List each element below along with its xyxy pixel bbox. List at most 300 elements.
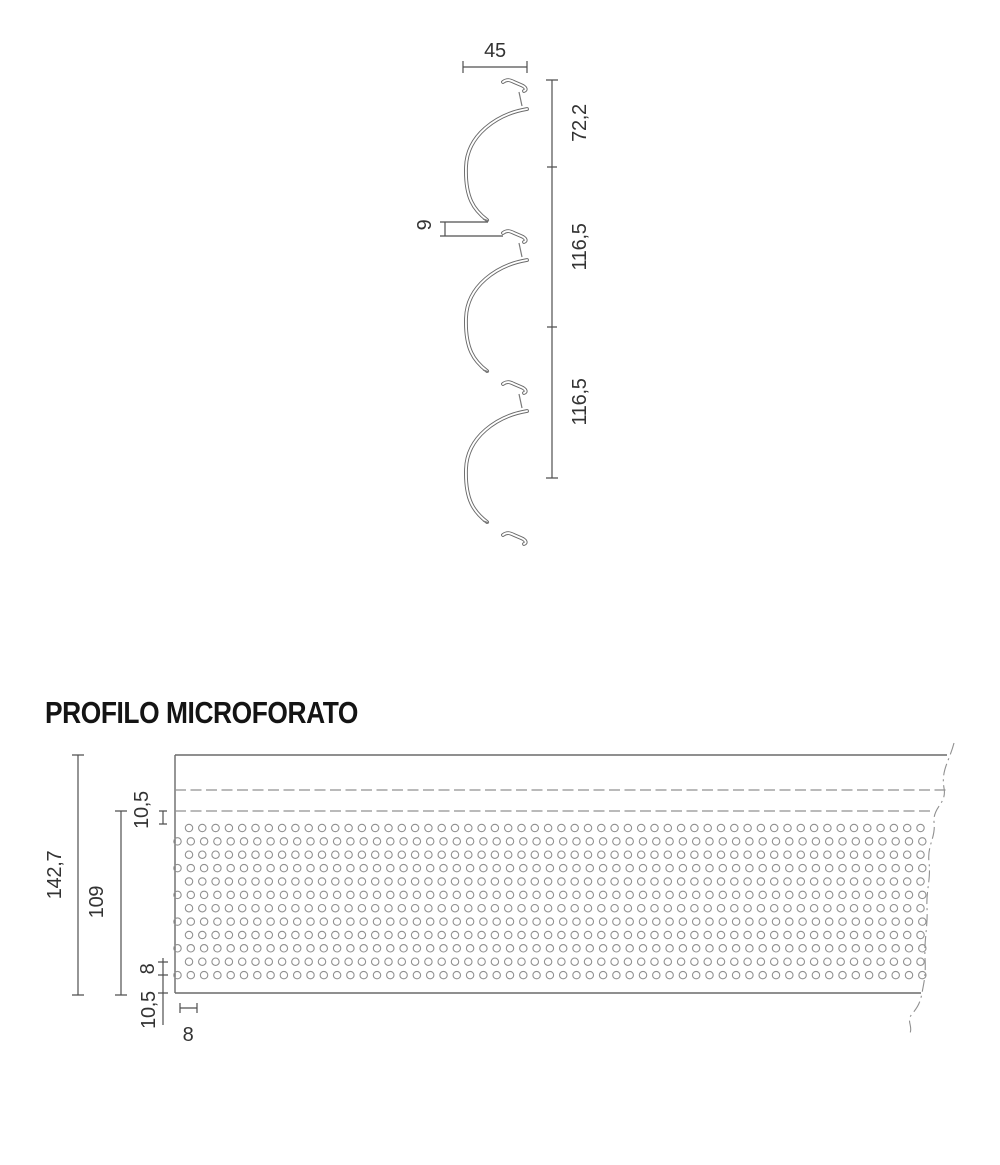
- perforation-hole: [892, 971, 899, 978]
- perforation-hole: [427, 945, 434, 952]
- perforation-hole: [651, 824, 658, 831]
- perforation-hole: [746, 864, 753, 871]
- perforation-hole: [318, 851, 325, 858]
- perforation-hole: [719, 971, 726, 978]
- perforation-hole: [292, 931, 299, 938]
- perforation-hole: [227, 971, 234, 978]
- perforation-hole: [732, 864, 739, 871]
- perforation-hole: [717, 905, 724, 912]
- perforation-hole: [265, 824, 272, 831]
- perforation-hole: [864, 931, 871, 938]
- perforation-hole: [453, 838, 460, 845]
- perforation-hole: [558, 958, 565, 965]
- dimension-label-9: 9: [414, 219, 436, 231]
- perforation-hole: [398, 851, 405, 858]
- perforation-hole: [584, 878, 591, 885]
- dimension-label-bottom-10-5: 10,5: [138, 991, 160, 1029]
- perforation-hole: [890, 905, 897, 912]
- perforation-hole: [664, 931, 671, 938]
- perforation-hole: [666, 945, 673, 952]
- perforation-hole: [799, 918, 806, 925]
- perforation-hole: [546, 971, 553, 978]
- perforation-hole: [759, 838, 766, 845]
- perforation-hole: [427, 838, 434, 845]
- perforation-hole: [546, 891, 553, 898]
- perforation-hole: [332, 878, 339, 885]
- perforation-hole: [744, 931, 751, 938]
- perforation-hole: [877, 824, 884, 831]
- perforation-hole: [280, 945, 287, 952]
- perforation-hole: [812, 864, 819, 871]
- perforation-hole: [278, 905, 285, 912]
- perforation-hole: [746, 891, 753, 898]
- perforation-hole: [199, 878, 206, 885]
- perforation-hole: [850, 824, 857, 831]
- perforation-hole: [598, 905, 605, 912]
- dimension-bottom-cluster: [137, 958, 168, 1029]
- perforation-hole: [440, 971, 447, 978]
- perforation-hole: [746, 838, 753, 845]
- perforation-hole: [466, 838, 473, 845]
- perforation-hole: [333, 864, 340, 871]
- perforation-hole: [240, 971, 247, 978]
- perforation-hole: [345, 878, 352, 885]
- perforation-hole: [693, 945, 700, 952]
- perforation-hole: [693, 918, 700, 925]
- perforation-hole: [852, 945, 859, 952]
- perforation-hole: [546, 864, 553, 871]
- profile-joint-ticks: [483, 92, 522, 523]
- perforation-hole: [771, 824, 778, 831]
- perforation-hole: [372, 958, 379, 965]
- perforation-hole: [546, 945, 553, 952]
- perforation-hole: [826, 945, 833, 952]
- perforation-hole: [877, 851, 884, 858]
- perforation-hole: [693, 864, 700, 871]
- perforation-hole: [187, 864, 194, 871]
- perforation-hole: [626, 971, 633, 978]
- perforation-hole: [466, 945, 473, 952]
- perforation-hole: [651, 958, 658, 965]
- perforation-hole: [691, 824, 698, 831]
- perforation-hole: [639, 838, 646, 845]
- perforation-hole: [558, 824, 565, 831]
- perforation-hole: [598, 931, 605, 938]
- perforation-hole: [653, 838, 660, 845]
- perforation-hole: [771, 958, 778, 965]
- perforation-hole: [824, 905, 831, 912]
- perforation-hole: [398, 905, 405, 912]
- perforation-hole: [214, 864, 221, 871]
- perforation-hole: [786, 971, 793, 978]
- perforation-hole: [225, 905, 232, 912]
- perforation-hole: [810, 905, 817, 912]
- perforation-hole: [679, 838, 686, 845]
- perforation-hole: [506, 838, 513, 845]
- perforation-hole: [520, 971, 527, 978]
- perforation-hole: [865, 918, 872, 925]
- perforation-hole: [544, 905, 551, 912]
- perforation-hole: [717, 824, 724, 831]
- perforation-hole: [744, 851, 751, 858]
- perforation-hole: [905, 864, 912, 871]
- profile-sheet-outline-inner: [466, 80, 527, 544]
- perforation-hole: [239, 931, 246, 938]
- perforation-hole: [345, 905, 352, 912]
- perforation-hole: [839, 864, 846, 871]
- perforation-hole: [786, 838, 793, 845]
- perforation-hole: [307, 945, 314, 952]
- dimension-top-margin: [131, 791, 167, 829]
- perforation-hole: [890, 958, 897, 965]
- perforation-hole: [611, 958, 618, 965]
- perforation-hole: [837, 958, 844, 965]
- perforation-hole: [265, 958, 272, 965]
- perforation-hole: [320, 918, 327, 925]
- perforation-hole: [613, 891, 620, 898]
- perforation-hole: [332, 905, 339, 912]
- perforation-hole: [438, 931, 445, 938]
- perforation-hole: [571, 905, 578, 912]
- perforation-hole: [187, 838, 194, 845]
- perforation-hole: [677, 851, 684, 858]
- perforation-hole: [373, 971, 380, 978]
- perforation-hole: [427, 891, 434, 898]
- perforation-hole: [626, 838, 633, 845]
- perforation-hole: [865, 891, 872, 898]
- perforation-hole: [746, 918, 753, 925]
- perforation-hole: [252, 878, 259, 885]
- perforation-hole: [265, 931, 272, 938]
- perforation-hole: [852, 918, 859, 925]
- perforation-hole: [360, 838, 367, 845]
- perforation-hole: [786, 891, 793, 898]
- perforation-hole: [905, 945, 912, 952]
- perforation-hole: [438, 958, 445, 965]
- perforation-hole: [305, 878, 312, 885]
- perforation-hole: [693, 891, 700, 898]
- perforation-hole: [332, 851, 339, 858]
- perforation-hole: [533, 971, 540, 978]
- perforation-hole: [240, 945, 247, 952]
- perforation-hole: [373, 918, 380, 925]
- perforation-hole: [372, 824, 379, 831]
- perforation-hole: [784, 824, 791, 831]
- perforation-hole: [387, 918, 394, 925]
- perforation-hole: [385, 878, 392, 885]
- perforation-hole: [544, 878, 551, 885]
- perforation-hole: [797, 905, 804, 912]
- dimension-label-top-10-5: 10,5: [131, 791, 153, 829]
- perforation-hole: [638, 905, 645, 912]
- perforation-hole: [465, 931, 472, 938]
- perforation-hole: [360, 971, 367, 978]
- perforation-hole: [839, 945, 846, 952]
- perforation-hole: [332, 824, 339, 831]
- perforation-hole: [691, 905, 698, 912]
- perforation-hole: [786, 918, 793, 925]
- perforation-hole: [305, 824, 312, 831]
- dimension-line: [72, 755, 84, 995]
- perforation-hole: [400, 945, 407, 952]
- perforation-hole: [227, 864, 234, 871]
- perforation-hole: [294, 945, 301, 952]
- perforation-hole: [919, 918, 926, 925]
- perforation-hole: [919, 864, 926, 871]
- perforation-hole: [358, 931, 365, 938]
- dimension-label-116-5-b: 116,5: [569, 378, 591, 426]
- dimension-label-116-5-a: 116,5: [569, 223, 591, 271]
- perforation-hole: [904, 851, 911, 858]
- perforation-hole: [691, 878, 698, 885]
- perforation-hole: [373, 864, 380, 871]
- perforation-hole: [757, 905, 764, 912]
- perforation-hole: [732, 918, 739, 925]
- perforation-hole: [491, 905, 498, 912]
- perforation-hole: [812, 891, 819, 898]
- perforation-hole: [478, 958, 485, 965]
- perforation-hole: [757, 878, 764, 885]
- perforation-hole: [518, 958, 525, 965]
- perforation-hole: [453, 918, 460, 925]
- perforation-hole: [917, 824, 924, 831]
- perforation-hole: [292, 958, 299, 965]
- perforation-hole: [599, 864, 606, 871]
- perforation-hole: [531, 931, 538, 938]
- perforation-hole: [372, 905, 379, 912]
- perforation-hole: [746, 971, 753, 978]
- perforation-hole: [799, 864, 806, 871]
- perforation-hole: [240, 918, 247, 925]
- perforation-hole: [267, 838, 274, 845]
- perforation-hole: [824, 878, 831, 885]
- perforation-hole: [706, 971, 713, 978]
- perforation-hole: [864, 958, 871, 965]
- perforation-hole: [586, 945, 593, 952]
- perforation-hole: [772, 891, 779, 898]
- dimension-line: [159, 811, 167, 824]
- perforation-hole: [225, 824, 232, 831]
- perforation-hole: [544, 958, 551, 965]
- perforation-hole: [704, 824, 711, 831]
- perforation-hole: [480, 945, 487, 952]
- perforation-hole: [280, 838, 287, 845]
- perforation-hole: [784, 878, 791, 885]
- perforation-hole: [639, 971, 646, 978]
- perforation-hole: [799, 838, 806, 845]
- perforation-hole: [506, 945, 513, 952]
- perforation-hole: [278, 931, 285, 938]
- perforation-hole: [797, 851, 804, 858]
- perforation-hole: [438, 905, 445, 912]
- perforation-hole: [518, 824, 525, 831]
- perforation-hole: [267, 945, 274, 952]
- perforation-hole: [480, 891, 487, 898]
- perforation-hole: [586, 891, 593, 898]
- perforation-hole: [771, 878, 778, 885]
- perforation-hole: [810, 931, 817, 938]
- profile-sheet-outline: [466, 80, 527, 544]
- perforation-hole: [664, 905, 671, 912]
- perforation-hole: [252, 851, 259, 858]
- perforation-hole: [227, 891, 234, 898]
- perforation-hole: [411, 851, 418, 858]
- perforation-hole: [719, 838, 726, 845]
- perforation-hole: [799, 971, 806, 978]
- perforation-hole: [227, 945, 234, 952]
- perforation-hole: [358, 851, 365, 858]
- perforation-hole: [440, 891, 447, 898]
- perforation-hole: [400, 838, 407, 845]
- dimension-line: [440, 222, 503, 236]
- perforation-hole: [373, 945, 380, 952]
- dimension-perforated-height: [86, 811, 127, 995]
- perforation-hole: [784, 931, 791, 938]
- perforation-hole: [453, 891, 460, 898]
- perforation-hole: [824, 931, 831, 938]
- perforation-hole: [212, 931, 219, 938]
- perforation-hole: [438, 851, 445, 858]
- perforation-hole: [558, 931, 565, 938]
- perforation-hole: [292, 878, 299, 885]
- perforation-hole: [759, 864, 766, 871]
- perforation-hole: [772, 971, 779, 978]
- perforation-hole: [387, 945, 394, 952]
- perforation-hole: [212, 878, 219, 885]
- perforation-hole: [533, 864, 540, 871]
- perforation-hole: [347, 945, 354, 952]
- perforation-hole: [571, 824, 578, 831]
- perforation-hole: [892, 838, 899, 845]
- perforation-hole: [664, 851, 671, 858]
- perforation-hole: [839, 971, 846, 978]
- perforation-hole: [732, 838, 739, 845]
- perforation-hole: [305, 931, 312, 938]
- perforation-hole: [318, 878, 325, 885]
- perforation-hole: [505, 931, 512, 938]
- perforation-hole: [385, 931, 392, 938]
- perforation-hole: [254, 971, 261, 978]
- perforation-hole: [706, 918, 713, 925]
- perforation-hole: [505, 958, 512, 965]
- perforation-hole: [506, 918, 513, 925]
- perforation-hole: [332, 958, 339, 965]
- perforation-hole: [666, 864, 673, 871]
- perforation-hole: [478, 905, 485, 912]
- perforation-hole: [558, 851, 565, 858]
- perforation-hole: [573, 838, 580, 845]
- perforation-hole: [347, 891, 354, 898]
- perforation-hole: [212, 824, 219, 831]
- perforation-hole: [892, 918, 899, 925]
- perforation-hole: [852, 891, 859, 898]
- perforation-hole: [520, 891, 527, 898]
- perforation-hole: [651, 878, 658, 885]
- perforation-hole: [533, 838, 540, 845]
- perforation-hole: [347, 918, 354, 925]
- dimension-label-109: 109: [86, 885, 108, 919]
- perforation-hole: [584, 958, 591, 965]
- perforation-hole: [333, 891, 340, 898]
- perforation-hole: [505, 905, 512, 912]
- perforation-hole: [252, 824, 259, 831]
- perforation-hole: [265, 851, 272, 858]
- perforation-hole: [704, 931, 711, 938]
- perforation-hole: [892, 891, 899, 898]
- perforation-hole: [717, 851, 724, 858]
- perforation-hole: [890, 931, 897, 938]
- perforation-hole: [318, 905, 325, 912]
- perforation-hole: [520, 918, 527, 925]
- perforation-hole: [294, 918, 301, 925]
- perforation-hole: [413, 891, 420, 898]
- perforation-hole: [892, 864, 899, 871]
- perforation-hole: [518, 851, 525, 858]
- perforation-hole: [307, 864, 314, 871]
- perforation-hole: [653, 918, 660, 925]
- perforation-hole: [491, 878, 498, 885]
- perforation-hole: [358, 878, 365, 885]
- perforation-hole: [411, 931, 418, 938]
- perforation-hole: [491, 851, 498, 858]
- perforation-hole: [839, 891, 846, 898]
- perforation-hole: [280, 918, 287, 925]
- perforation-hole: [651, 851, 658, 858]
- perforation-hole: [518, 931, 525, 938]
- dimension-label-row-pitch-8: 8: [137, 963, 159, 975]
- perforation-hole: [307, 891, 314, 898]
- perforation-hole: [611, 931, 618, 938]
- perforation-hole: [797, 958, 804, 965]
- perforation-hole: [784, 905, 791, 912]
- perforation-hole: [810, 958, 817, 965]
- perforation-hole: [345, 958, 352, 965]
- perforation-hole: [759, 918, 766, 925]
- perforation-hole: [225, 958, 232, 965]
- perforation-hole: [852, 971, 859, 978]
- perforation-hole: [453, 971, 460, 978]
- perforation-hole: [598, 824, 605, 831]
- perforation-hole: [333, 945, 340, 952]
- perforation-hole: [292, 905, 299, 912]
- perforation-hole: [638, 878, 645, 885]
- perforation-hole: [757, 851, 764, 858]
- perforation-hole: [757, 931, 764, 938]
- perforation-hole: [531, 958, 538, 965]
- perforation-hole: [465, 958, 472, 965]
- perforation-hole: [185, 905, 192, 912]
- perforation-hole: [214, 891, 221, 898]
- perforation-hole: [372, 931, 379, 938]
- perforation-hole: [200, 971, 207, 978]
- perforation-hole: [677, 958, 684, 965]
- perforation-hole: [254, 838, 261, 845]
- perforation-hole: [732, 945, 739, 952]
- perforation-hole: [305, 905, 312, 912]
- perforation-hole: [852, 838, 859, 845]
- perforation-hole: [280, 891, 287, 898]
- perforation-hole: [599, 838, 606, 845]
- perforation-hole: [571, 851, 578, 858]
- perforation-hole: [639, 891, 646, 898]
- perforation-hole: [586, 838, 593, 845]
- perforation-hole: [505, 878, 512, 885]
- perforation-hole: [387, 891, 394, 898]
- perforation-hole: [613, 918, 620, 925]
- perforation-hole: [358, 958, 365, 965]
- perforation-hole: [864, 878, 871, 885]
- perforation-hole: [573, 971, 580, 978]
